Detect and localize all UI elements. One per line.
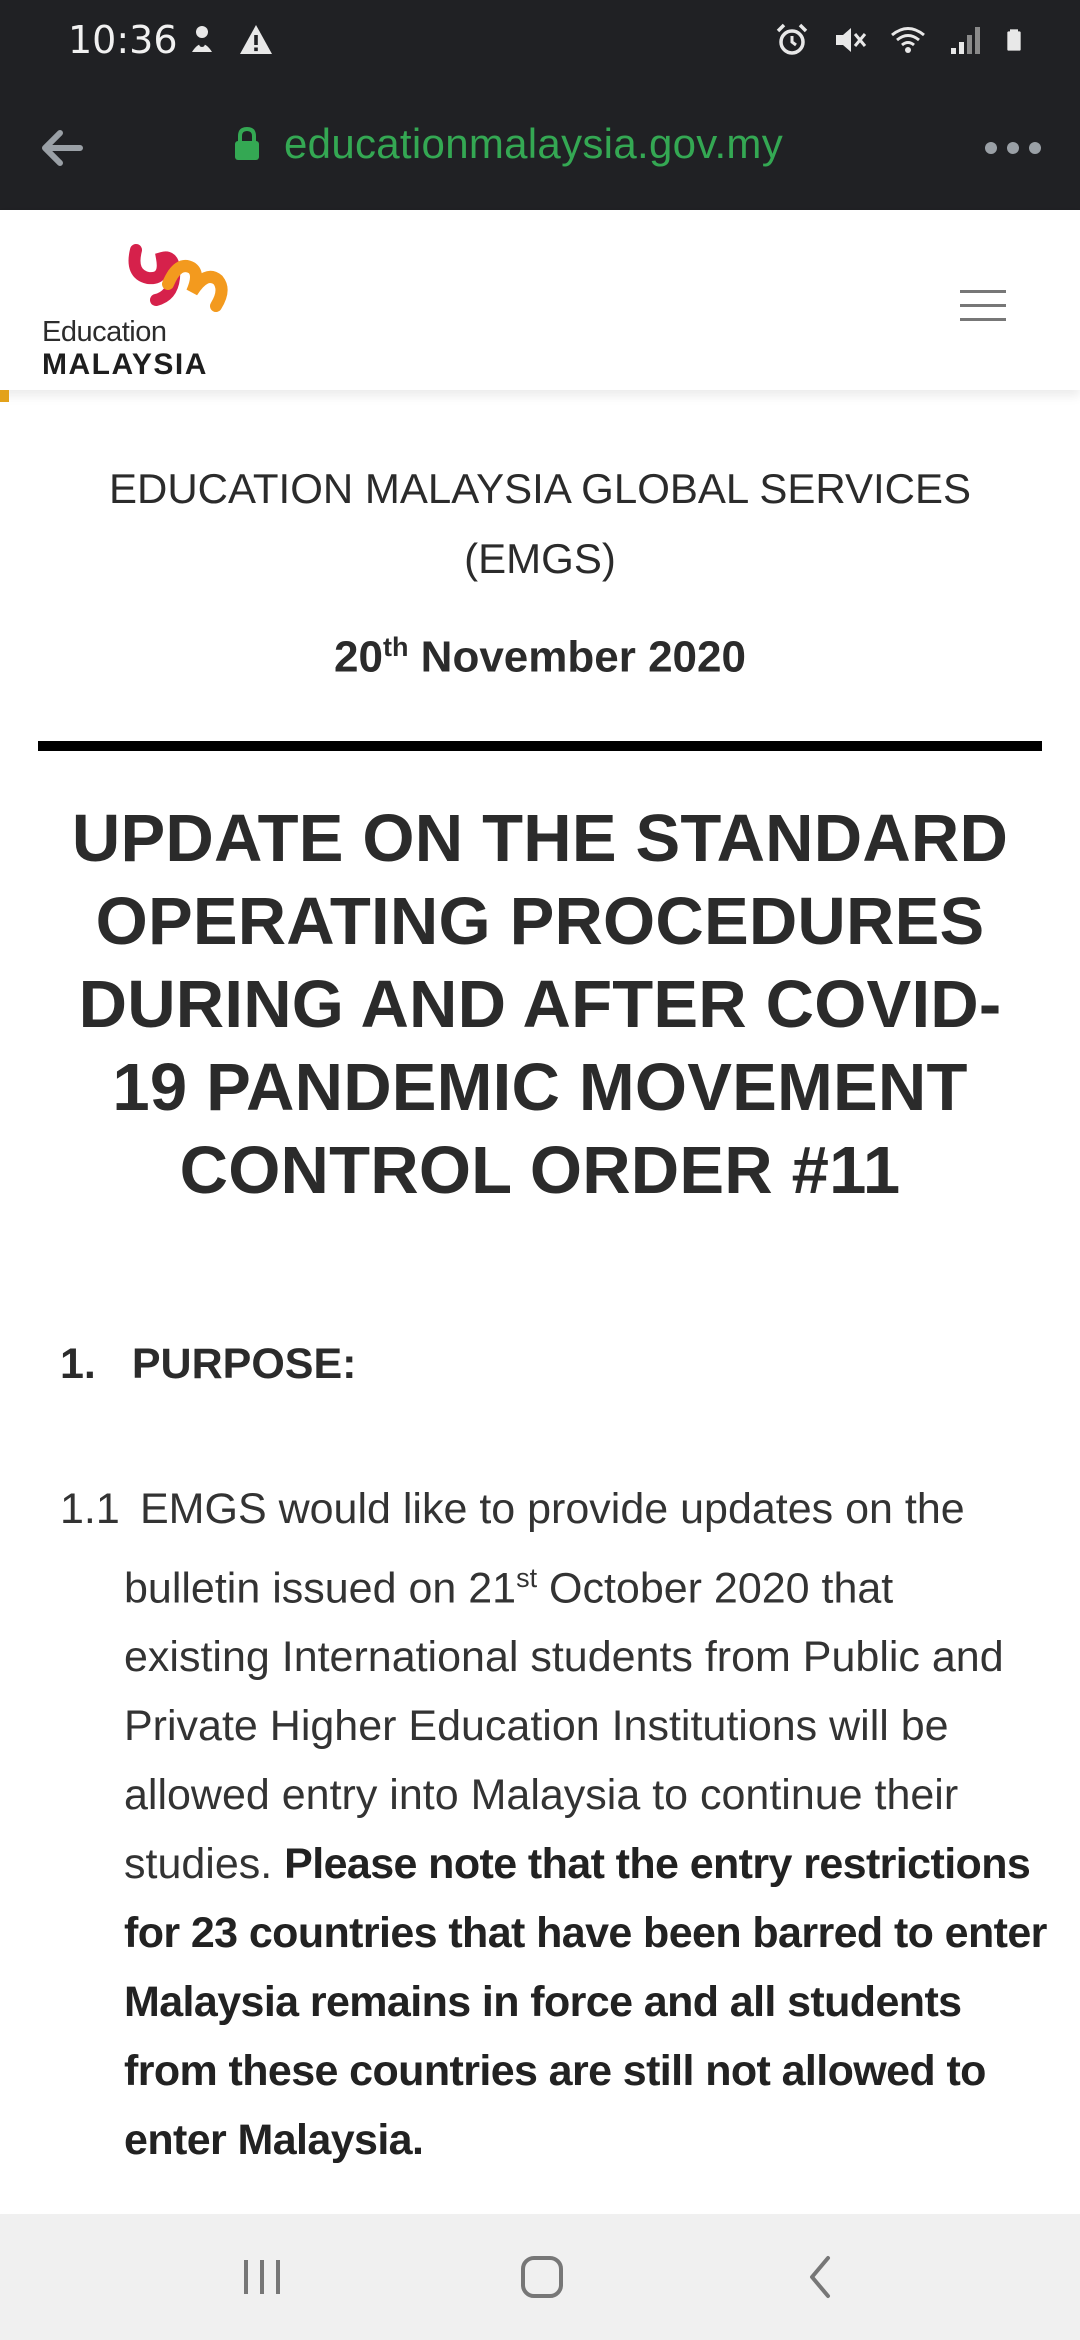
hamburger-menu-icon[interactable]: [958, 286, 1008, 326]
date-suffix: th: [382, 632, 409, 662]
back-icon[interactable]: [792, 2250, 852, 2304]
alarm-icon: [774, 22, 810, 58]
status-time: 10:36: [68, 18, 178, 62]
logo-mark-icon: [126, 244, 230, 320]
para-text-1: EMGS would like to provide updates on the bulletin issued on 21: [124, 1485, 965, 1613]
logo-text-education: Education: [42, 316, 167, 348]
recent-apps-icon[interactable]: [232, 2250, 292, 2304]
browser-toolbar: [0, 84, 1080, 210]
paragraph-number: 1.1: [60, 1485, 120, 1533]
main-title: [50, 797, 1030, 1212]
organization-title: [40, 454, 1040, 594]
address-bar[interactable]: [232, 120, 783, 168]
paragraph-body: [60, 1475, 1050, 2175]
home-icon[interactable]: [512, 2250, 572, 2304]
main-title-line: OPERATING PROCEDURES: [95, 884, 985, 959]
notification-icon: [184, 22, 220, 58]
para-sup: st: [516, 1563, 538, 1593]
wifi-icon: [890, 22, 926, 58]
logo-text-malaysia: MALAYSIA: [42, 348, 208, 381]
org-title-line1: EDUCATION MALAYSIA GLOBAL SERVICES: [108, 465, 972, 512]
date-rest: November 2020: [408, 632, 746, 682]
bulletin-date: [40, 632, 1040, 683]
date-day: 20: [334, 632, 383, 682]
main-title-line: CONTROL ORDER #11: [179, 1133, 901, 1208]
accent-mark: [0, 390, 9, 402]
paragraph-1-1: [60, 1475, 1050, 2175]
mute-icon: [832, 22, 868, 58]
battery-icon: [1006, 22, 1030, 58]
status-left-icons: [184, 22, 274, 58]
more-icon[interactable]: [982, 128, 1044, 168]
url-text[interactable]: educationmalaysia.gov.my: [284, 120, 783, 167]
status-bar: [0, 0, 1080, 84]
warning-icon: [238, 22, 274, 58]
org-title-line2: (EMGS): [464, 535, 616, 582]
section-heading-purpose: [60, 1340, 356, 1389]
status-right-icons: [774, 22, 1030, 58]
back-arrow-icon[interactable]: [36, 122, 88, 174]
main-title-line: DURING AND AFTER COVID-: [78, 967, 1002, 1042]
section-label: PURPOSE:: [131, 1340, 357, 1388]
signal-icon: [948, 22, 984, 58]
main-title-line: 19 PANDEMIC MOVEMENT: [112, 1050, 968, 1125]
para-bold-notice: Please note that the entry restrictions for 23 countries that have been barred to enter Malaysia remains in force and all students from these countries are still not allowed to enter Malaysia.: [124, 1840, 1047, 2165]
divider-rule: [38, 741, 1042, 751]
site-header: [0, 210, 1080, 390]
system-nav-bar: [0, 2214, 1080, 2340]
section-number: 1.: [60, 1340, 96, 1388]
para-text-2: October 2020 that existing International students from Public and Private Higher Education Institutions will be allowed entry into Malaysia to continue their studies.: [124, 1564, 1004, 1889]
main-title-line: UPDATE ON THE STANDARD: [71, 801, 1009, 876]
lock-icon: [232, 126, 262, 162]
education-malaysia-logo[interactable]: [40, 240, 230, 381]
